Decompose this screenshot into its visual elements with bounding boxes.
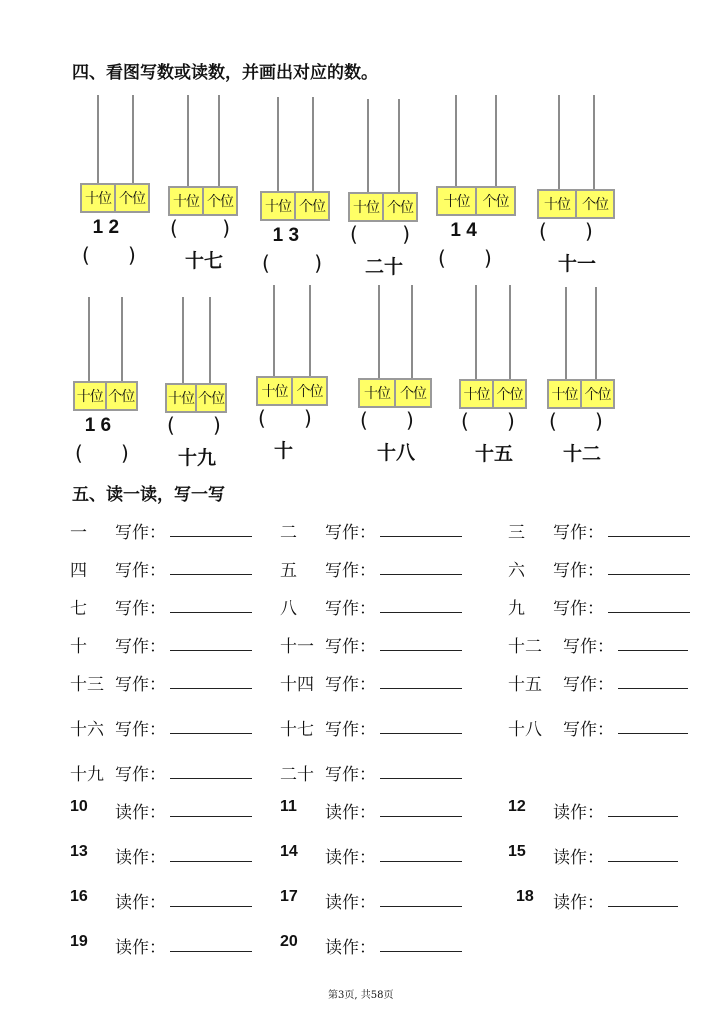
- number-word: 二十: [365, 256, 404, 278]
- write-as-label: 写作：: [325, 561, 376, 581]
- write-item-label: 十: [70, 637, 87, 657]
- abacus-digits: 1 2: [92, 217, 120, 238]
- answer-line[interactable]: [170, 536, 252, 537]
- answer-line[interactable]: [608, 816, 678, 817]
- write-as-label: 写作：: [325, 599, 376, 619]
- answer-parentheses[interactable]: ( ): [167, 413, 221, 437]
- answer-line[interactable]: [608, 861, 678, 862]
- answer-line[interactable]: [170, 816, 252, 817]
- read-item-number: 19: [70, 933, 88, 950]
- tens-place-label: 十位: [551, 387, 578, 403]
- ones-place-label: 个位: [580, 381, 613, 407]
- tens-rod: [88, 297, 90, 381]
- read-item-number: 14: [280, 843, 298, 860]
- answer-line[interactable]: [380, 816, 462, 817]
- write-as-label: 写作：: [325, 523, 376, 543]
- ones-place-label: 个位: [394, 380, 430, 406]
- answer-line[interactable]: [170, 906, 252, 907]
- ones-rod: [309, 285, 311, 376]
- write-item-label: 四: [70, 561, 87, 581]
- write-as-label: 写作：: [115, 523, 166, 543]
- tens-rod: [277, 97, 279, 191]
- read-as-label: 读作：: [325, 893, 376, 913]
- write-as-label: 写作：: [115, 561, 166, 581]
- ones-rod: [398, 99, 400, 192]
- read-item-number: 11: [280, 798, 297, 815]
- write-item-label: 十五: [508, 675, 542, 695]
- place-value-box: [260, 191, 330, 221]
- number-word: 十: [274, 440, 294, 462]
- tens-place-label: 十位: [261, 384, 288, 400]
- row2-abacus: [547, 287, 615, 409]
- answer-line[interactable]: [380, 574, 462, 575]
- answer-line[interactable]: [170, 688, 252, 689]
- write-as-label: 写作：: [115, 599, 166, 619]
- answer-parentheses[interactable]: ( ): [350, 222, 411, 246]
- answer-line[interactable]: [608, 536, 690, 537]
- place-value-box: [547, 379, 615, 409]
- read-as-label: 读作：: [115, 893, 166, 913]
- answer-line[interactable]: [170, 861, 252, 862]
- write-item-label: 二十: [280, 765, 314, 785]
- write-item-label: 一: [70, 523, 87, 543]
- ones-place-label: 个位: [291, 378, 326, 404]
- ones-place-label: 个位: [475, 188, 514, 214]
- tens-place-label: 十位: [265, 199, 291, 215]
- ones-rod: [495, 95, 497, 186]
- write-as-label: 写作：: [115, 637, 166, 657]
- write-as-label: 写作：: [325, 675, 376, 695]
- write-item-label: 五: [280, 561, 297, 581]
- read-item-number: 20: [280, 933, 298, 950]
- row1-abacus: [80, 95, 150, 213]
- answer-line[interactable]: [380, 650, 462, 651]
- number-word: 十二: [563, 443, 602, 465]
- tens-place-label: 十位: [168, 391, 194, 407]
- tens-place-label: 十位: [173, 194, 199, 210]
- row1-abacus: [260, 97, 330, 221]
- answer-line[interactable]: [608, 574, 690, 575]
- answer-line[interactable]: [380, 733, 462, 734]
- answer-parentheses[interactable]: ( ): [258, 406, 312, 430]
- write-item-label: 十二: [508, 637, 542, 657]
- write-as-label: 写作：: [563, 675, 614, 695]
- tens-place-label: 十位: [76, 389, 103, 405]
- tens-rod: [378, 285, 380, 378]
- place-value-box: [80, 183, 150, 213]
- answer-line[interactable]: [380, 612, 462, 613]
- write-as-label: 写作：: [325, 720, 376, 740]
- answer-line[interactable]: [170, 733, 252, 734]
- read-item-number: 16: [70, 888, 88, 905]
- read-item-number: 18: [516, 888, 534, 905]
- ones-rod: [209, 297, 211, 383]
- answer-line[interactable]: [170, 574, 252, 575]
- answer-line[interactable]: [618, 688, 688, 689]
- place-value-box: [436, 186, 516, 216]
- place-value-box: [537, 189, 615, 219]
- row1-abacus: [168, 95, 238, 216]
- write-item-label: 十一: [280, 637, 314, 657]
- ones-rod: [595, 287, 597, 379]
- number-word: 十八: [377, 442, 416, 464]
- read-as-label: 读作：: [325, 848, 376, 868]
- read-as-label: 读作：: [115, 938, 166, 958]
- page-footer: 第3页, 共58页: [328, 990, 394, 1001]
- write-item-label: 三: [508, 523, 525, 543]
- answer-parentheses[interactable]: ( ): [82, 243, 136, 267]
- read-as-label: 读作：: [115, 803, 166, 823]
- number-word: 十九: [178, 447, 217, 469]
- answer-line[interactable]: [380, 688, 462, 689]
- number-word: 十五: [475, 443, 514, 465]
- row1-abacus: [348, 99, 418, 222]
- tens-rod: [558, 95, 560, 189]
- write-item-label: 八: [280, 599, 297, 619]
- abacus-digits: 1 3: [272, 225, 300, 246]
- section5-heading: 五、读一读，写一写: [72, 485, 225, 505]
- answer-line[interactable]: [170, 612, 252, 613]
- read-as-label: 读作：: [325, 803, 376, 823]
- read-as-label: 读作：: [553, 803, 604, 823]
- answer-parentheses[interactable]: ( ): [539, 219, 593, 243]
- tens-place-label: 十位: [463, 387, 490, 403]
- answer-line[interactable]: [380, 778, 462, 779]
- ones-place-label: 个位: [294, 193, 328, 219]
- tens-rod: [475, 285, 477, 379]
- write-item-label: 十九: [70, 765, 104, 785]
- ones-place-label: 个位: [382, 194, 416, 220]
- write-as-label: 写作：: [115, 720, 166, 740]
- abacus-digits: 1 4: [450, 220, 477, 241]
- write-item-label: 二: [280, 523, 297, 543]
- read-as-label: 读作：: [115, 848, 166, 868]
- tens-rod: [187, 95, 189, 186]
- ones-rod: [218, 95, 220, 186]
- tens-place-label: 十位: [544, 197, 570, 213]
- answer-parentheses[interactable]: ( ): [262, 251, 323, 275]
- read-item-number: 15: [508, 843, 526, 860]
- answer-line[interactable]: [170, 951, 252, 952]
- ones-place-label: 个位: [114, 185, 148, 211]
- answer-line[interactable]: [170, 778, 252, 779]
- place-value-box: [73, 381, 138, 411]
- write-as-label: 写作：: [553, 561, 604, 581]
- answer-line[interactable]: [618, 733, 688, 734]
- write-as-label: 写作：: [553, 599, 604, 619]
- ones-rod: [132, 95, 134, 183]
- write-item-label: 十三: [70, 675, 104, 695]
- answer-parentheses[interactable]: ( ): [75, 441, 129, 465]
- read-as-label: 读作：: [553, 848, 604, 868]
- answer-line[interactable]: [380, 951, 462, 952]
- ones-rod: [121, 297, 123, 381]
- tens-place-label: 十位: [85, 191, 111, 207]
- answer-parentheses[interactable]: ( ): [549, 409, 603, 433]
- answer-line[interactable]: [380, 861, 462, 862]
- write-item-label: 十七: [280, 720, 314, 740]
- tens-rod: [97, 95, 99, 183]
- write-item-label: 十四: [280, 675, 314, 695]
- write-as-label: 写作：: [553, 523, 604, 543]
- answer-line[interactable]: [608, 612, 690, 613]
- ones-place-label: 个位: [202, 188, 236, 214]
- section4-heading: 四、看图写数或读数，并画出对应的数。: [72, 63, 378, 83]
- write-item-label: 十八: [508, 720, 542, 740]
- write-as-label: 写作：: [325, 765, 376, 785]
- row1-abacus: [537, 95, 615, 219]
- row2-abacus: [165, 297, 227, 413]
- ones-rod: [509, 285, 511, 379]
- write-as-label: 写作：: [563, 720, 614, 740]
- write-item-label: 七: [70, 599, 87, 619]
- write-item-label: 六: [508, 561, 525, 581]
- place-value-box: [358, 378, 432, 408]
- place-value-box: [165, 383, 227, 413]
- tens-place-label: 十位: [364, 386, 390, 402]
- row2-abacus: [459, 285, 527, 409]
- tens-rod: [273, 285, 275, 376]
- place-value-box: [459, 379, 527, 409]
- abacus-digits: 1 6: [84, 415, 112, 436]
- answer-parentheses[interactable]: ( ): [438, 246, 492, 270]
- answer-parentheses[interactable]: ( ): [461, 409, 515, 433]
- row2-abacus: [358, 285, 432, 408]
- row1-abacus: [436, 95, 516, 216]
- row2-abacus: [73, 297, 138, 411]
- read-item-number: 10: [70, 798, 88, 815]
- write-as-label: 写作：: [115, 765, 166, 785]
- number-word: 十七: [185, 250, 224, 272]
- ones-place-label: 个位: [492, 381, 525, 407]
- ones-place-label: 个位: [575, 191, 613, 217]
- number-word: 十一: [558, 253, 597, 275]
- place-value-box: [256, 376, 328, 406]
- tens-rod: [455, 95, 457, 186]
- tens-rod: [565, 287, 567, 379]
- row2-abacus: [256, 285, 328, 406]
- write-item-label: 九: [508, 599, 525, 619]
- tens-place-label: 十位: [353, 200, 379, 216]
- tens-rod: [367, 99, 369, 192]
- read-item-number: 17: [280, 888, 298, 905]
- ones-rod: [593, 95, 595, 189]
- write-as-label: 写作：: [563, 637, 614, 657]
- write-as-label: 写作：: [325, 637, 376, 657]
- read-item-number: 13: [70, 843, 88, 860]
- write-item-label: 十六: [70, 720, 104, 740]
- answer-line[interactable]: [380, 906, 462, 907]
- write-as-label: 写作：: [115, 675, 166, 695]
- answer-parentheses[interactable]: ( ): [360, 408, 414, 432]
- tens-place-label: 十位: [443, 194, 470, 210]
- read-as-label: 读作：: [553, 893, 604, 913]
- answer-line[interactable]: [170, 650, 252, 651]
- place-value-box: [168, 186, 238, 216]
- read-item-number: 12: [508, 798, 526, 815]
- read-as-label: 读作：: [325, 938, 376, 958]
- ones-rod: [411, 285, 413, 378]
- ones-place-label: 个位: [105, 383, 137, 409]
- ones-place-label: 个位: [195, 385, 225, 411]
- answer-line[interactable]: [618, 650, 688, 651]
- place-value-box: [348, 192, 418, 222]
- answer-line[interactable]: [608, 906, 678, 907]
- tens-rod: [182, 297, 184, 383]
- answer-parentheses[interactable]: ( ): [170, 216, 231, 240]
- ones-rod: [312, 97, 314, 191]
- answer-line[interactable]: [380, 536, 462, 537]
